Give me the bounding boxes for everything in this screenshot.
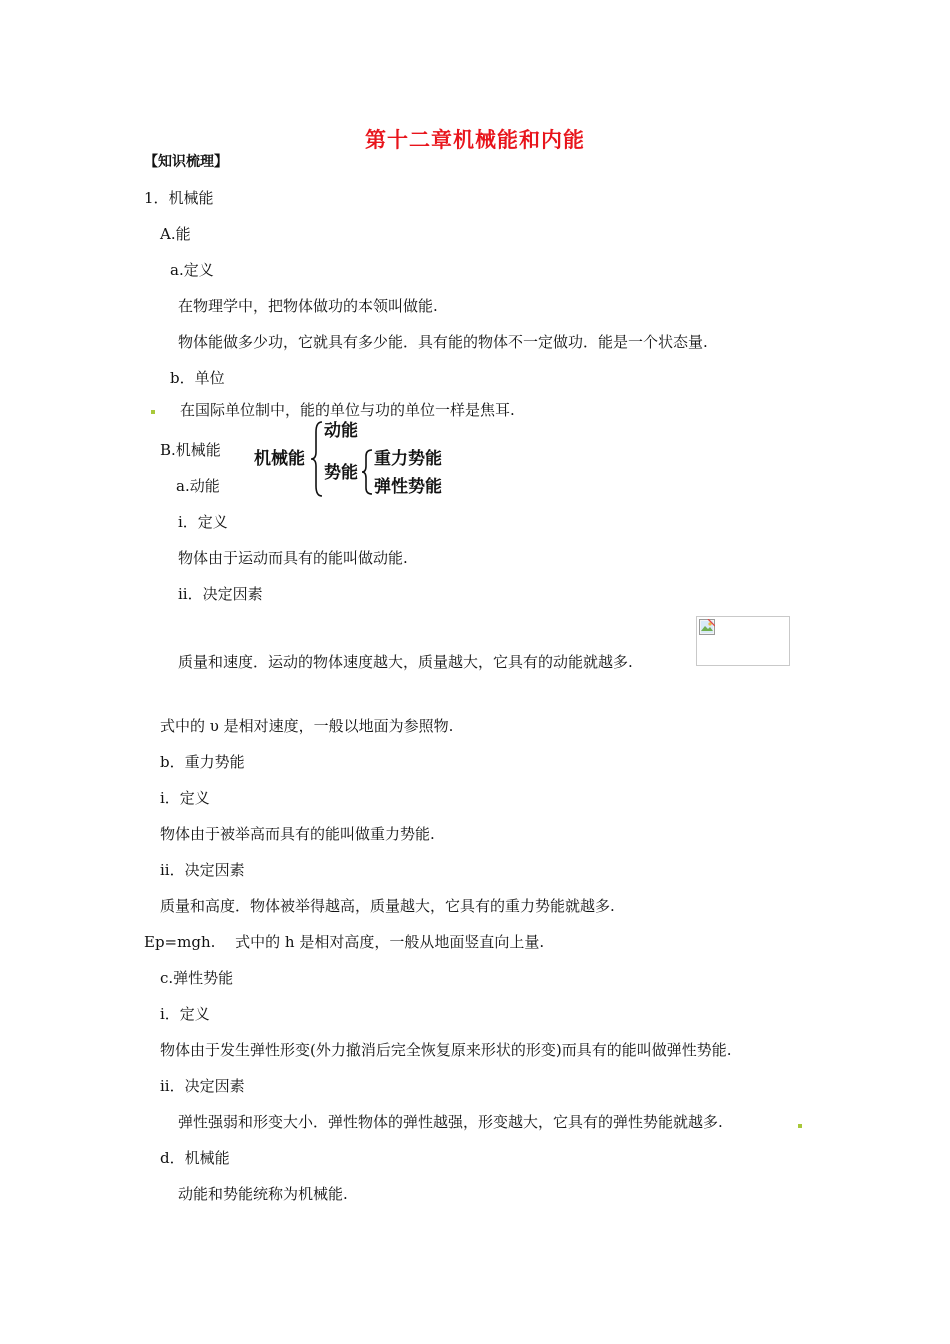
item-factors: ii．决定因素 bbox=[160, 1077, 245, 1095]
text-line: 在物理学中，把物体做功的本领叫做能. bbox=[178, 297, 438, 315]
item-kinetic: a.动能 bbox=[176, 477, 220, 495]
item-factors: ii．决定因素 bbox=[178, 585, 263, 603]
text-line: 弹性强弱和形变大小．弹性物体的弹性越强，形变越大，它具有的弹性势能就越多. bbox=[178, 1113, 723, 1131]
page-title: 第十二章机械能和内能 bbox=[365, 128, 585, 152]
diagram-elastic: 弹性势能 bbox=[374, 477, 442, 497]
section-heading: 【知识梳理】 bbox=[144, 154, 228, 170]
broken-image-icon bbox=[699, 619, 715, 635]
item-definition: i．定义 bbox=[178, 513, 228, 531]
energy-classification-diagram bbox=[252, 418, 452, 500]
text-line: 在国际单位制中，能的单位与功的单位一样是焦耳. bbox=[180, 401, 515, 419]
item-elastic: c.弹性势能 bbox=[160, 969, 234, 987]
item-unit: b．单位 bbox=[170, 369, 225, 387]
text-line: 质量和速度．运动的物体速度越大，质量越大，它具有的动能就越多. bbox=[178, 653, 633, 671]
item-definition: i．定义 bbox=[160, 1005, 210, 1023]
text-line: 质量和高度．物体被举得越高，质量越大，它具有的重力势能就越多. bbox=[160, 897, 615, 915]
item-factors: ii．决定因素 bbox=[160, 861, 245, 879]
text-line: 物体由于运动而具有的能叫做动能. bbox=[178, 549, 408, 567]
marker-dot bbox=[151, 410, 155, 414]
text-line: 动能和势能统称为机械能. bbox=[178, 1185, 348, 1203]
formula-line: Ep=mgh. 式中的 h 是相对高度，一般从地面竖直向上量. bbox=[144, 933, 545, 951]
marker-dot bbox=[798, 1124, 802, 1128]
diagram-root: 机械能 bbox=[254, 449, 305, 469]
text-line: 物体由于发生弹性形变(外力撤消后完全恢复原来形状的形变)而具有的能叫做弹性势能. bbox=[160, 1041, 732, 1059]
diagram-kinetic: 动能 bbox=[324, 421, 358, 441]
text-line: 式中的 υ 是相对速度，一般以地面为参照物. bbox=[160, 717, 454, 735]
item-mechanical: B.机械能 bbox=[160, 441, 221, 459]
item-mechanical-energy: 1．机械能 bbox=[144, 189, 214, 207]
item-energy: A.能 bbox=[160, 225, 191, 243]
text-line: 物体能做多少功，它就具有多少能．具有能的物体不一定做功．能是一个状态量. bbox=[178, 333, 708, 351]
formula-image-placeholder bbox=[696, 616, 790, 666]
diagram-potential: 势能 bbox=[324, 463, 358, 483]
text-line: 物体由于被举高而具有的能叫做重力势能. bbox=[160, 825, 435, 843]
item-definition: a.定义 bbox=[170, 261, 214, 279]
item-mechanical-total: d．机械能 bbox=[160, 1149, 230, 1167]
diagram-gravity: 重力势能 bbox=[374, 449, 442, 469]
item-gravity: b．重力势能 bbox=[160, 753, 245, 771]
item-definition: i．定义 bbox=[160, 789, 210, 807]
